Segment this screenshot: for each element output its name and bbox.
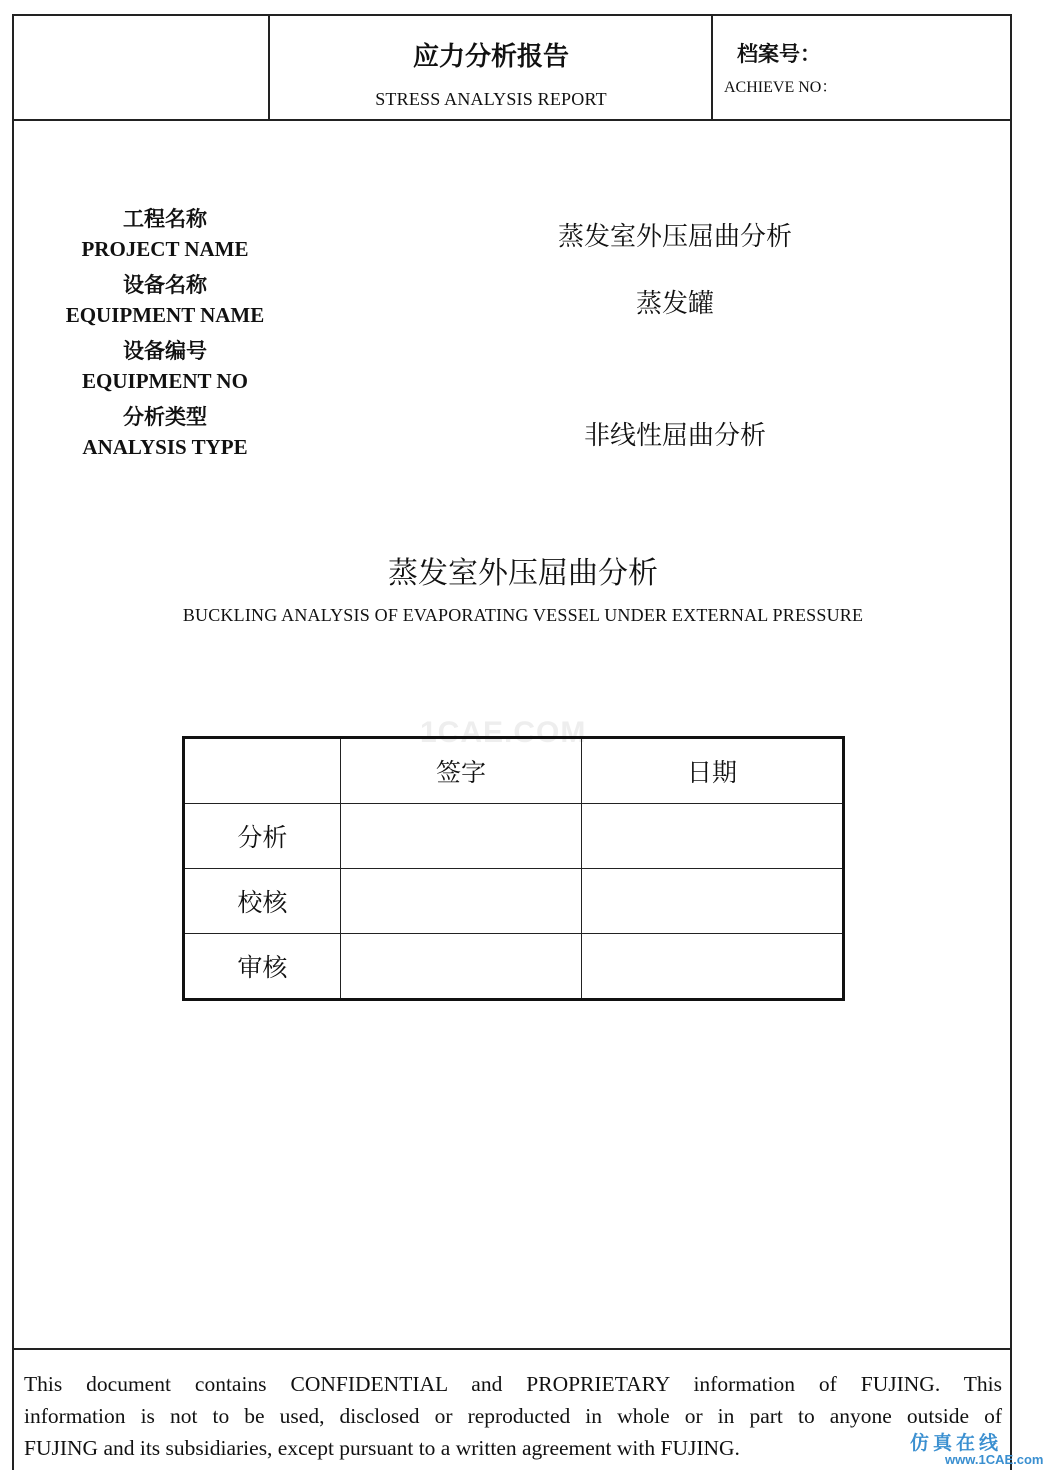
table-row bbox=[184, 804, 844, 869]
equipment-name-label-en: EQUIPMENT NAME bbox=[65, 303, 265, 327]
analysis-type-value: 非线性屈曲分析 bbox=[583, 421, 766, 451]
report-title-cn: 应力分析报告 bbox=[412, 42, 569, 72]
archive-label-en: ACHIEVE NO： bbox=[724, 79, 838, 96]
header-divider bbox=[12, 119, 1012, 121]
role-cell-review: 审核 bbox=[184, 934, 341, 1000]
sign-table bbox=[182, 736, 845, 1001]
archive-label-cn: 档案号： bbox=[737, 42, 821, 66]
notice-line-1: This document contains CONFIDENTIAL and PROPRIETARY information of FUJING. This bbox=[24, 1372, 1002, 1396]
table-row bbox=[184, 869, 844, 934]
analysis-type-label-cn: 分析类型 bbox=[123, 405, 207, 429]
project-name-value: 蒸发室外压屈曲分析 bbox=[557, 222, 792, 252]
date-cell[interactable] bbox=[582, 934, 844, 1000]
project-name-label-en: PROJECT NAME bbox=[81, 237, 249, 261]
site-watermark-cn: 仿真在线 bbox=[910, 1432, 1003, 1454]
notice-line-3: FUJING and its subsidiaries, except pursuant to a written agreement with FUJING. bbox=[24, 1436, 740, 1460]
signature-cell[interactable] bbox=[340, 804, 581, 869]
site-watermark-en: www.1CAE.com bbox=[945, 1452, 1043, 1467]
main-title-cn: 蒸发室外压屈曲分析 bbox=[388, 556, 658, 591]
equipment-no-label-en: EQUIPMENT NO bbox=[82, 369, 248, 393]
role-cell-analysis: 分析 bbox=[184, 804, 341, 869]
equipment-name-value: 蒸发罐 bbox=[635, 289, 714, 319]
table-row bbox=[184, 934, 844, 1000]
sign-table-header-row bbox=[184, 738, 844, 804]
footer-divider bbox=[12, 1348, 1012, 1350]
header-cell-signature: 签字 bbox=[340, 738, 581, 804]
date-cell[interactable] bbox=[582, 804, 844, 869]
main-title-en: BUCKLING ANALYSIS OF EVAPORATING VESSEL UNDER EXTERNAL PRESSURE bbox=[182, 605, 864, 625]
signature-cell[interactable] bbox=[340, 934, 581, 1000]
equipment-no-label-cn: 设备编号 bbox=[123, 339, 207, 363]
watermark-text: 1CAE.COM bbox=[420, 716, 587, 749]
header-cell-blank bbox=[184, 738, 341, 804]
date-cell[interactable] bbox=[582, 869, 844, 934]
confidentiality-notice bbox=[24, 1368, 1002, 1464]
equipment-name-label-cn: 设备名称 bbox=[123, 273, 207, 297]
signature-cell[interactable] bbox=[340, 869, 581, 934]
notice-line-2: information is not to be used, disclosed or reproducted in whole or in part to anyone outside of bbox=[24, 1404, 1002, 1428]
role-cell-check: 校核 bbox=[184, 869, 341, 934]
report-title-en: STRESS ANALYSIS REPORT bbox=[375, 89, 607, 109]
project-name-label-cn: 工程名称 bbox=[123, 207, 207, 231]
header-cell-date: 日期 bbox=[582, 738, 844, 804]
analysis-type-label-en: ANALYSIS TYPE bbox=[82, 435, 248, 459]
